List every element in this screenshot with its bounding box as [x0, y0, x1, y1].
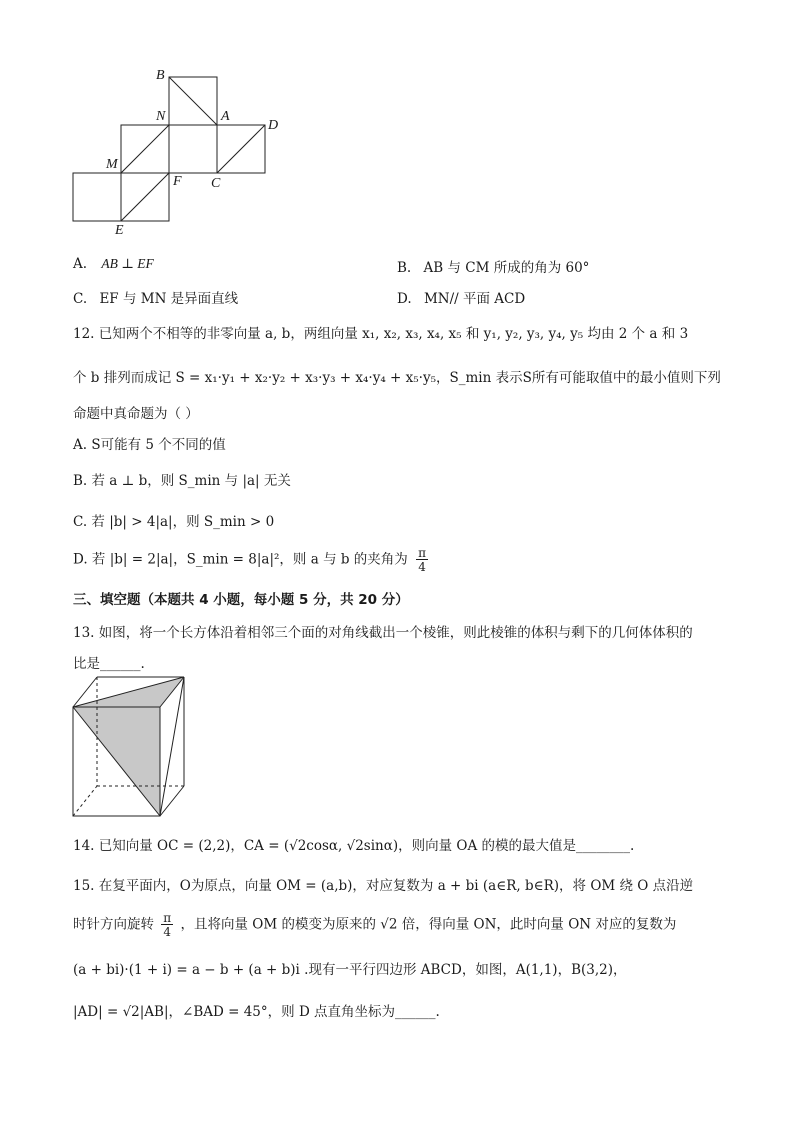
q11-option-a — [73, 256, 154, 272]
q15-line-3: (a + bi)·(1 + i) = a − b + (a + b)i .现有一平行四边形 ABCD，如图，A(1,1)，B(3,2)， — [73, 962, 627, 978]
fraction-numerator: π — [163, 911, 172, 925]
fraction-numerator: π — [418, 546, 426, 560]
q11-option-b — [397, 256, 589, 276]
q15-line-4: |AD| = √2|AB|，∠BAD = 45°，则 D 点直角坐标为______. — [73, 1004, 440, 1020]
q12-option-d — [73, 547, 428, 573]
option-text: MN// 平面 ACD — [423, 291, 526, 307]
cube-net-drawing — [0, 0, 794, 250]
q15-line-2 — [73, 912, 676, 938]
option-letter: D. — [397, 291, 412, 307]
q12-line-1: 12. 已知两个不相等的非零向量 a, b，两组向量 x₁, x₂, x₃, x₄, x₅ 和 y₁, y₂, y₃, y₄, y₅ 均由 2 个 a 和 3 — [73, 326, 689, 342]
q14-text: 14. 已知向量 OC = (2,2)，CA = (√2cosα, √2sinα)，则向量 OA 的模的最大值是________. — [73, 838, 635, 854]
cuboid-figure — [0, 670, 794, 830]
label-f: F — [173, 174, 182, 189]
section-title: 三、填空题（本题共 4 小题，每小题 5 分，共 20 分） — [73, 592, 409, 608]
option-letter: A. — [73, 256, 88, 272]
q11-option-d — [397, 287, 525, 307]
label-a: A — [221, 109, 230, 124]
option-letter: C. — [73, 291, 88, 307]
q12-option-c: C. 若 |b| > 4|a|，则 S_min > 0 — [73, 514, 275, 530]
q15-line-2-post: ，且将向量 OM 的模变为原来的 √2 倍，得向量 ON，此时向量 ON 对应的复数为 — [180, 916, 677, 933]
q13-line-1: 13. 如图，将一个长方体沿着相邻三个面的对角线截出一个棱锥，则此棱锥的体积与剩下的几何体体积的 — [73, 625, 693, 641]
q13-line-2: 比是______. — [73, 656, 145, 672]
label-b: B — [156, 68, 165, 83]
q11-option-c — [73, 287, 238, 307]
q12-option-b: B. 若 a ⊥ b，则 S_min 与 |a| 无关 — [73, 473, 291, 489]
fraction-denominator: 4 — [418, 560, 426, 574]
q12-option-a: A. S可能有 5 个不同的值 — [73, 437, 226, 453]
fraction-denominator: 4 — [163, 925, 172, 939]
label-e: E — [115, 223, 124, 238]
label-m: M — [106, 157, 118, 172]
option-text: EF 与 MN 是异面直线 — [99, 291, 239, 307]
label-d: D — [268, 118, 279, 133]
fraction-pi-over-4 — [416, 547, 428, 573]
option-letter: B. — [397, 260, 412, 276]
option-text: D. 若 |b| = 2|a|，S_min = 8|a|²，则 a 与 b 的夹角为 — [73, 551, 408, 568]
label-n: N — [156, 109, 166, 124]
q12-line-2: 个 b 排列而成记 S = x₁·y₁ + x₂·y₂ + x₃·y₃ + x₄·y₄ + x₅·y₅，S_min 表示S所有可能取值中的最小值则下列 — [73, 370, 721, 386]
q15-line-1: 15. 在复平面内，O为原点，向量 OM = (a,b)，对应复数为 a + bi (a∈R, b∈R)，将 OM 绕 O 点沿逆 — [73, 878, 694, 894]
label-c: C — [211, 176, 221, 191]
q12-line-3: 命题中真命题为（ ） — [73, 406, 199, 422]
q15-line-2-pre: 时针方向旋转 — [73, 916, 154, 933]
option-text: AB 与 CM 所成的角为 60° — [423, 260, 590, 276]
fraction-pi-over-4 — [161, 912, 173, 938]
option-text: AB ⊥ EF — [101, 256, 154, 271]
